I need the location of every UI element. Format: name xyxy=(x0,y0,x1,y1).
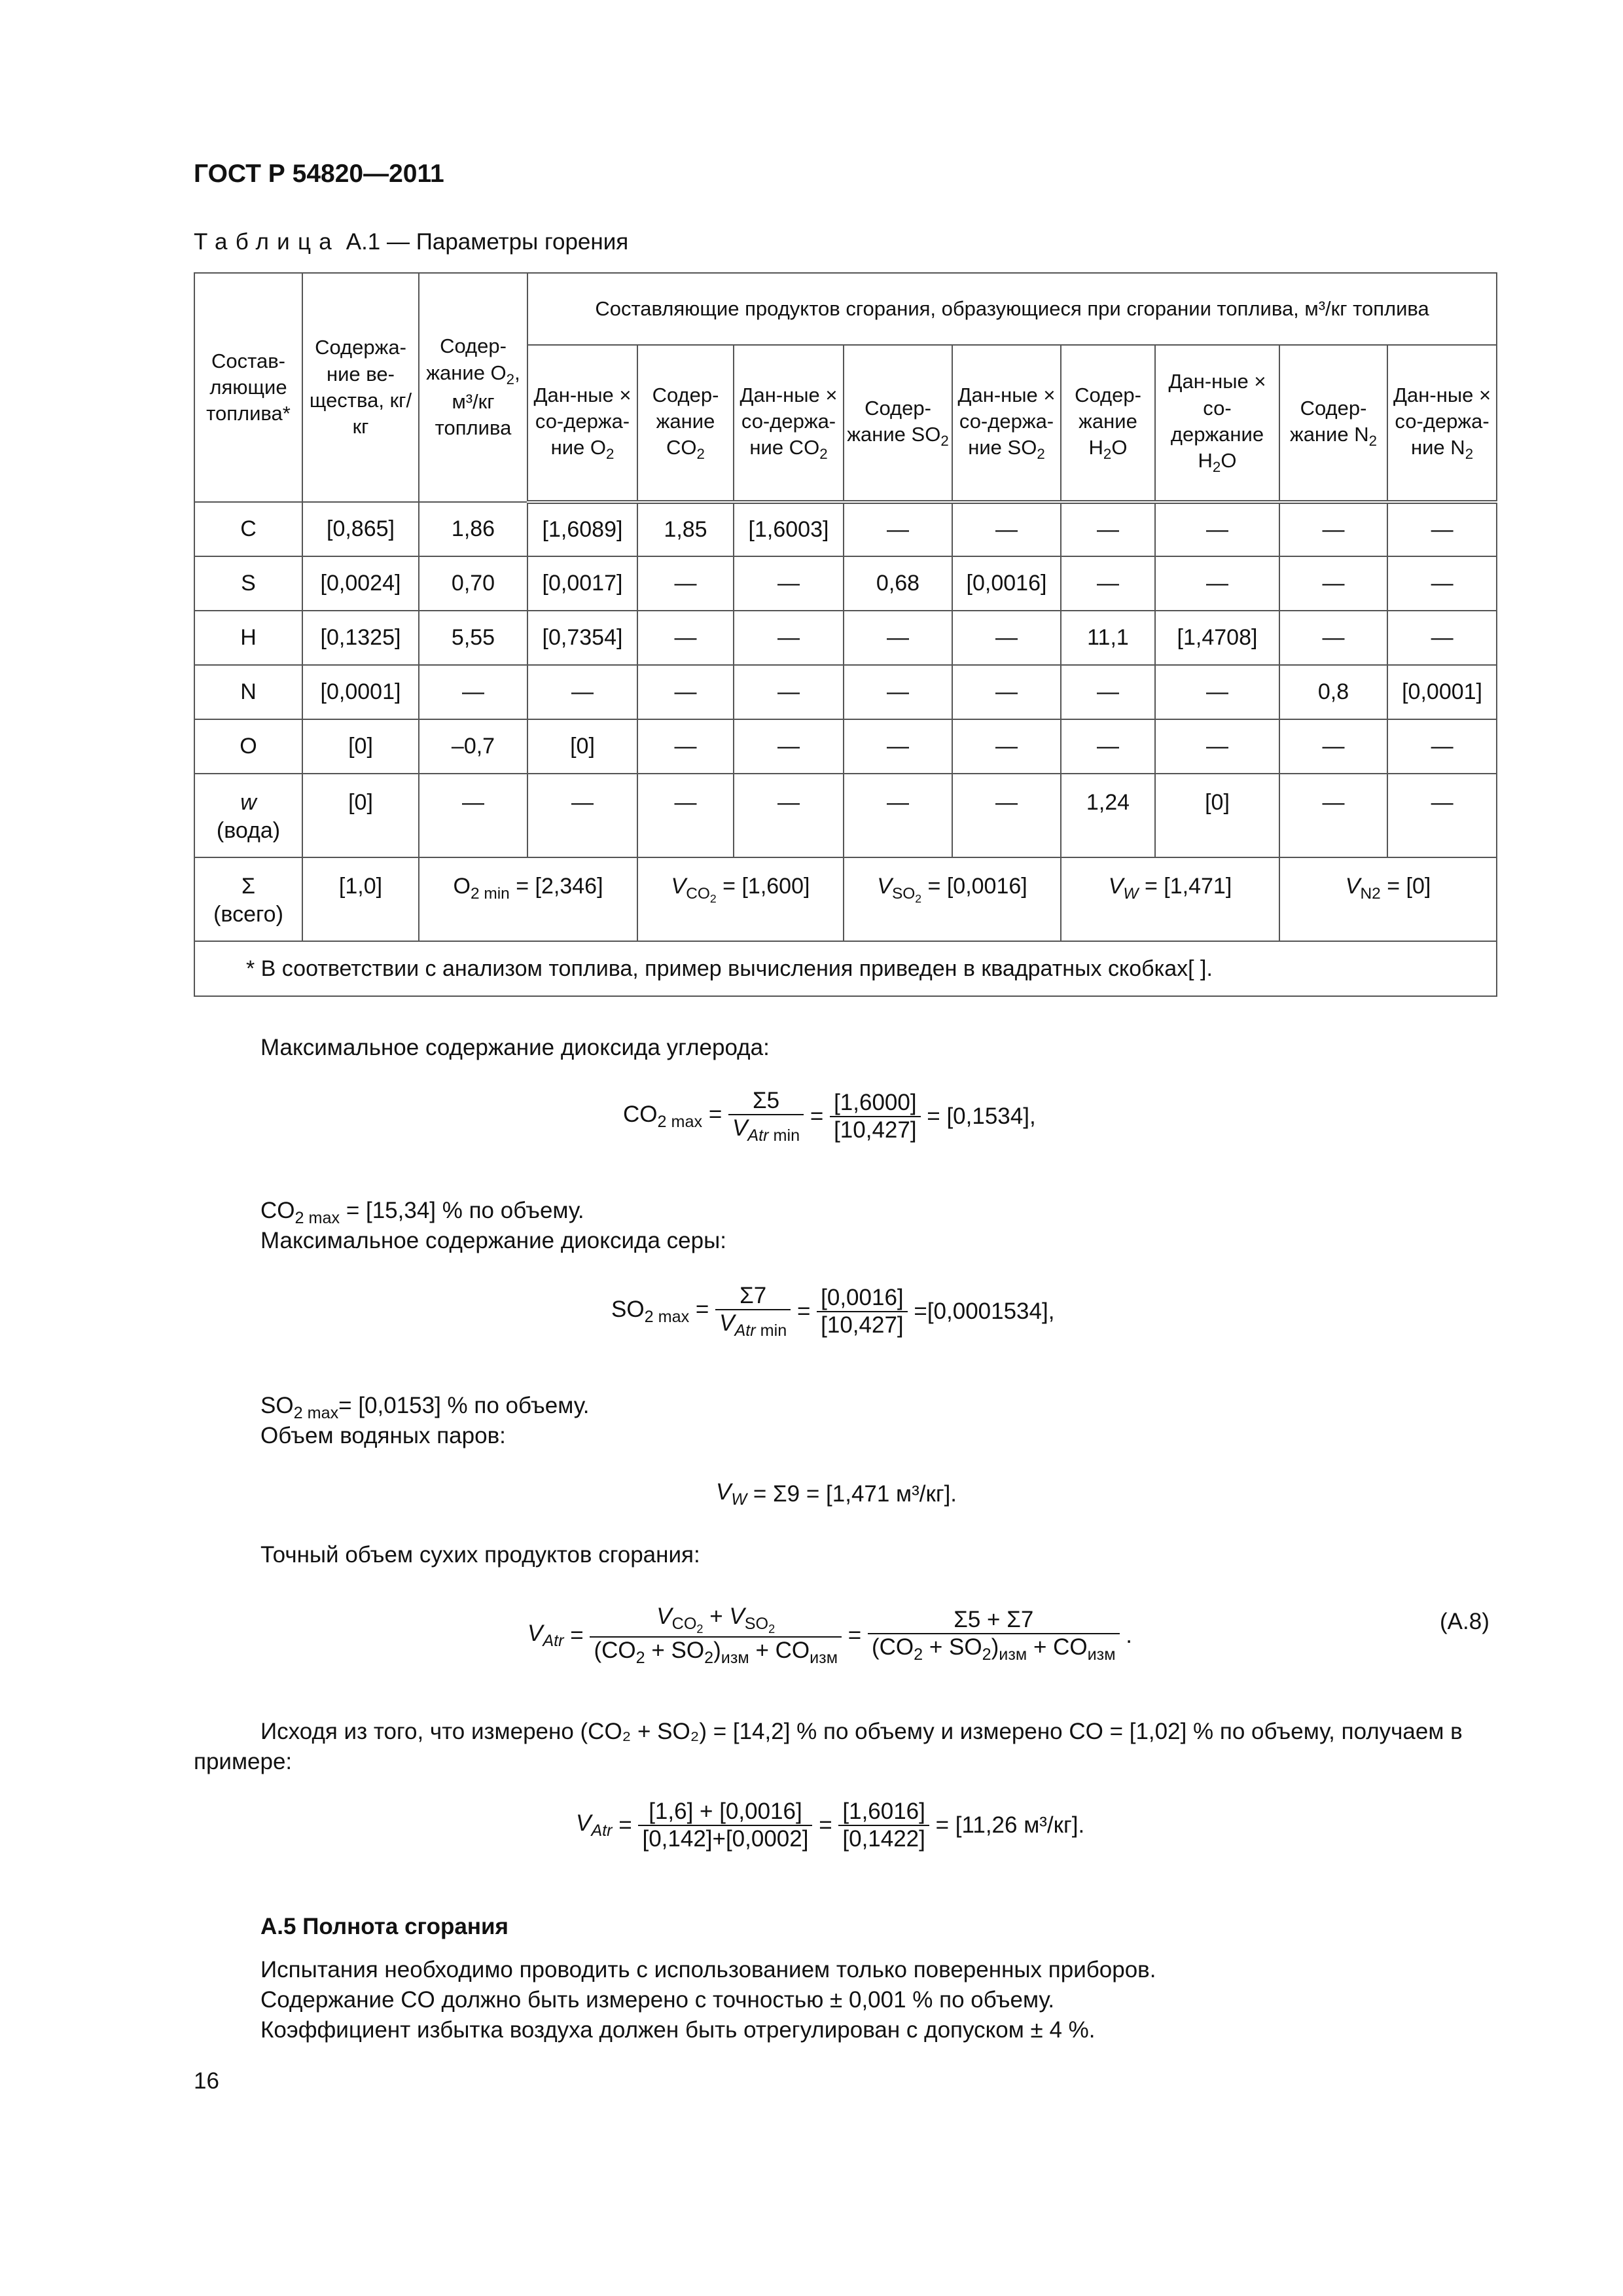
component-cell: O xyxy=(194,719,302,774)
vatr-formula: $V_{Atr}$ = $\frac{V_{CO_2} + V_{SO_2}}{(CO_2 + SO_2)_{изм} + CO_{изм}}$ = $\frac{\Sigma 5 + \Sigma 7}{(CO_2 + SO_2)_{изм} + CO_{изм}}$ . xyxy=(527,1604,1133,1668)
value-cell: — xyxy=(952,611,1061,665)
value-cell: — xyxy=(1155,556,1279,611)
value-cell: — xyxy=(734,719,844,774)
value-cell: [0] xyxy=(302,719,419,774)
value-cell: 0,70 xyxy=(419,556,527,611)
value-cell: — xyxy=(952,502,1061,556)
sum-so2-cell: $V_{SO_2} = [0,0016]$ xyxy=(844,857,1061,941)
sum-content-cell: [1,0] xyxy=(302,857,419,941)
table-row-sum xyxy=(194,857,1497,941)
value-cell: — xyxy=(844,665,952,719)
example-fraction-2: $\frac{[1,6016]}{[0,1422]}$ xyxy=(838,1799,929,1852)
co2-fraction-1: $\frac{\Sigma 5}{V_{Atr} _{min}}$ xyxy=(728,1088,804,1145)
value-cell: — xyxy=(734,556,844,611)
header-data-so2: Дан-ные × со-держа-ние $SO_2$ xyxy=(952,345,1061,502)
component-cell: w (вода) xyxy=(194,774,302,857)
table-row xyxy=(194,665,1497,719)
sum-n2-cell: $V_{N2} = [0]$ xyxy=(1279,857,1497,941)
header-components: Состав-ляющие топлива* xyxy=(194,273,302,502)
value-cell: [0] xyxy=(1155,774,1279,857)
value-cell: — xyxy=(1279,774,1387,857)
value-cell: — xyxy=(1387,774,1497,857)
value-cell: — xyxy=(952,665,1061,719)
value-cell: 1,86 xyxy=(419,502,527,556)
sum-label-cell: Σ (всего) xyxy=(194,857,302,941)
so2-percent: $SO_{2 max}= [0,0153]$ % по объему. xyxy=(260,1393,590,1422)
value-cell: –0,7 xyxy=(419,719,527,774)
value-cell: — xyxy=(1061,502,1155,556)
value-cell: [0,0001] xyxy=(1387,665,1497,719)
value-cell: 5,55 xyxy=(419,611,527,665)
value-cell: — xyxy=(734,665,844,719)
section-line-3: Коэффициент избытка воздуха должен быть отрегулирован с допуском ± 4 %. xyxy=(260,2017,1096,2043)
value-cell: [1,6089] xyxy=(527,502,637,556)
table-row xyxy=(194,556,1497,611)
component-cell: C xyxy=(194,502,302,556)
table-row xyxy=(194,611,1497,665)
table-body xyxy=(194,502,1497,996)
table-row xyxy=(194,774,1497,857)
value-cell: [0] xyxy=(527,719,637,774)
header-data-h2o: Дан-ные × со-держание $H_2O$ xyxy=(1155,345,1279,502)
value-cell: — xyxy=(637,556,734,611)
header-data-n2: Дан-ные × со-держа-ние $N_2$ xyxy=(1387,345,1497,502)
value-cell: — xyxy=(1387,719,1497,774)
table-footnote: * В соответствии с анализом топлива, пример вычисления приведен в квадратных скобках[ ]. xyxy=(194,941,1497,996)
caption-word: Таблица xyxy=(194,229,340,255)
value-cell: — xyxy=(1387,611,1497,665)
value-cell: — xyxy=(637,719,734,774)
sum-w-cell: $V_W = [1,471]$ xyxy=(1061,857,1279,941)
value-cell: — xyxy=(1279,502,1387,556)
value-cell: [1,6003] xyxy=(734,502,844,556)
value-cell: — xyxy=(1155,502,1279,556)
value-cell: [0,1325] xyxy=(302,611,419,665)
table-caption xyxy=(194,229,628,255)
sum-o2-cell: $O_{2 min} = [2,346]$ xyxy=(419,857,637,941)
header-h2o: Содер-жание $H_2O$ xyxy=(1061,345,1155,502)
value-cell: 1,85 xyxy=(637,502,734,556)
value-cell: — xyxy=(844,502,952,556)
so2-fraction-2: $\frac{[0,0016]}{[10,427]}$ xyxy=(817,1285,908,1338)
max-so2-intro: Максимальное содержание диоксида серы: xyxy=(260,1228,726,1253)
component-cell: S xyxy=(194,556,302,611)
value-cell: 0,8 xyxy=(1279,665,1387,719)
value-cell: — xyxy=(1279,556,1387,611)
value-cell: — xyxy=(844,719,952,774)
value-cell: — xyxy=(1155,719,1279,774)
value-cell: — xyxy=(1387,502,1497,556)
value-cell: — xyxy=(637,665,734,719)
header-data-o2: Дан-ные × со-держа-ние $O_2$ xyxy=(527,345,637,502)
value-cell: — xyxy=(1061,556,1155,611)
value-cell: — xyxy=(1279,611,1387,665)
value-cell: — xyxy=(1387,556,1497,611)
example-fraction-1: $\frac{[1,6] + [0,0016]}{[0,142]+[0,0002]}$ xyxy=(638,1799,812,1852)
table-row xyxy=(194,719,1497,774)
value-cell: — xyxy=(734,611,844,665)
value-cell: 11,1 xyxy=(1061,611,1155,665)
value-cell: — xyxy=(637,611,734,665)
value-cell: — xyxy=(1061,665,1155,719)
section-line-2: Содержание CO должно быть измерено с точностью ± 0,001 % по объему. xyxy=(260,1987,1055,2013)
standard-header: ГОСТ Р 54820—2011 xyxy=(194,160,444,188)
value-cell: — xyxy=(637,774,734,857)
section-line-1: Испытания необходимо проводить с использованием только поверенных приборов. xyxy=(260,1957,1156,1982)
dry-products-intro: Точный объем сухих продуктов сгорания: xyxy=(260,1542,700,1568)
value-cell: [0] xyxy=(302,774,419,857)
vw-formula: $V_W = \Sigma 9 = [1,471$ м³/кг]. xyxy=(716,1479,957,1509)
value-cell: — xyxy=(527,665,637,719)
table-footnote-row xyxy=(194,941,1497,996)
header-so2: Содер-жание $SO_2$ xyxy=(844,345,952,502)
header-products-group: Составляющие продуктов сгорания, образующиеся при сгорании топлива, м³/кг топлива xyxy=(527,273,1497,345)
value-cell: [0,0016] xyxy=(952,556,1061,611)
value-cell: — xyxy=(952,719,1061,774)
header-co2: Содер-жание $CO_2$ xyxy=(637,345,734,502)
sum-co2-cell: $V_{CO_2} = [1,600]$ xyxy=(637,857,844,941)
value-cell: — xyxy=(419,774,527,857)
header-data-co2: Дан-ные × со-держа-ние $CO_2$ xyxy=(734,345,844,502)
equation-number: (А.8) xyxy=(1440,1609,1489,1634)
vatr-fraction-1: $\frac{V_{CO_2} + V_{SO_2}}{(CO_2 + SO_2)_{изм} + CO_{изм}}$ xyxy=(590,1604,842,1668)
value-cell: [0,7354] xyxy=(527,611,637,665)
measured-paragraph-2: примере: xyxy=(194,1749,293,1774)
vatr-example-formula: $V_{Atr}$ = $\frac{[1,6] + [0,0016]}{[0,142]+[0,0002]}$ = $\frac{[1,6016]}{[0,1422]}$ = [11,26 м³/кг]. xyxy=(576,1799,1085,1852)
value-cell: — xyxy=(1279,719,1387,774)
value-cell: — xyxy=(844,774,952,857)
header-n2: Содер-жание $N_2$ xyxy=(1279,345,1387,502)
value-cell: — xyxy=(1061,719,1155,774)
value-cell: [0,865] xyxy=(302,502,419,556)
measured-paragraph: Исходя из того, что измерено (CO₂ + SO₂) = [14,2] % по объему и измерено CO = [1,02] % по объему, получаем в xyxy=(260,1719,1463,1744)
co2-fraction-2: $\frac{[1,6000]}{[10,427]}$ xyxy=(830,1090,921,1143)
value-cell: — xyxy=(952,774,1061,857)
header-content: Содержа-ние ве-щества, кг/кг xyxy=(302,273,419,502)
section-title: А.5 Полнота сгорания xyxy=(260,1914,508,1939)
value-cell: 0,68 xyxy=(844,556,952,611)
component-cell: H xyxy=(194,611,302,665)
header-o2: Содер-жание $O_2$, м³/кг топлива xyxy=(419,273,527,502)
value-cell: [0,0017] xyxy=(527,556,637,611)
table-row xyxy=(194,502,1497,556)
co2-max-formula: $CO_{2 max}$ = $\frac{\Sigma 5}{V_{Atr} _{min}}$ = $\frac{[1,6000]}{[10,427]}$ = [0,1534], xyxy=(623,1088,1036,1145)
combustion-parameters-table xyxy=(194,272,1497,997)
value-cell: — xyxy=(844,611,952,665)
vatr-fraction-2: $\frac{\Sigma 5 + \Sigma 7}{(CO_2 + SO_2)_{изм} + CO_{изм}}$ xyxy=(868,1607,1120,1664)
component-cell: N xyxy=(194,665,302,719)
max-co2-intro: Максимальное содержание диоксида углерода: xyxy=(260,1035,770,1060)
value-cell: — xyxy=(419,665,527,719)
value-cell: — xyxy=(527,774,637,857)
co2-percent: $CO_{2 max} = [15,34]$ % по объему. xyxy=(260,1198,584,1227)
value-cell: — xyxy=(734,774,844,857)
page-number: 16 xyxy=(194,2068,219,2094)
value-cell: [0,0024] xyxy=(302,556,419,611)
water-intro: Объем водяных паров: xyxy=(260,1423,506,1448)
value-cell: 1,24 xyxy=(1061,774,1155,857)
value-cell: [1,4708] xyxy=(1155,611,1279,665)
so2-fraction-1: $\frac{\Sigma 7}{V_{Atr} _{min}}$ xyxy=(715,1283,791,1340)
value-cell: [0,0001] xyxy=(302,665,419,719)
caption-rest: А.1 — Параметры горения xyxy=(346,229,629,255)
value-cell: — xyxy=(1155,665,1279,719)
so2-max-formula: $SO_{2 max}$ = $\frac{\Sigma 7}{V_{Atr} _{min}}$ = $\frac{[0,0016]}{[10,427]}$ =[0,0001534], xyxy=(611,1283,1055,1340)
